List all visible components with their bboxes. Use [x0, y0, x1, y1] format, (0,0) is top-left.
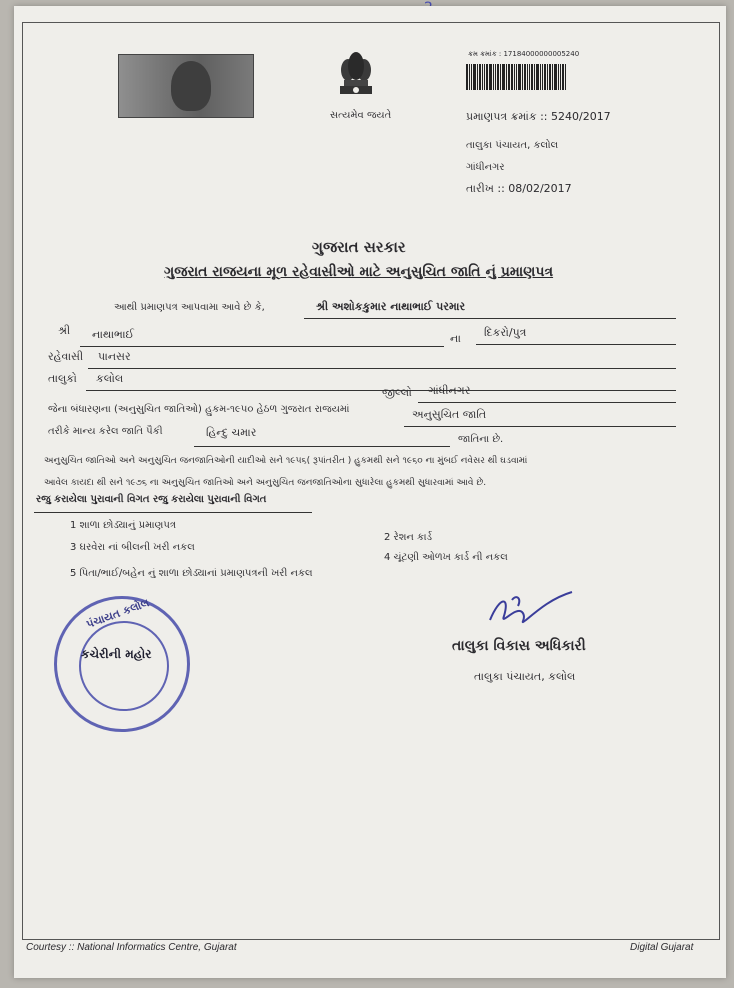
- applicant-photo: [118, 54, 254, 118]
- office-line-2: ગાંધીનગર: [466, 162, 505, 173]
- certificate-number: પ્રમાણપત્ર ક્રમાંક :: 5240/2017: [466, 110, 611, 123]
- relation: દિકરો/પુત્ર: [484, 326, 527, 339]
- evidence-item-3: 3 ઘરવેરા નાં બીલની ખરી નકલ: [70, 542, 195, 553]
- na-label: ના: [450, 332, 461, 345]
- paragraph-line-1: અનુસુચિત જાતિઓ અને અનુસુચિત જનજાતિઓની યાદીઓ સને ૧૯૫૬( રૂપાંતરીત ) હુકમથી સને ૧૯૬૦ ના મુંબઈ નવેસર થી ઘડવામાં: [44, 456, 528, 466]
- applicant-name: શ્રી અશોકકુમાર નાથાભાઈ પરમાર: [316, 300, 466, 313]
- resident-label: રહેવાસી: [48, 350, 84, 363]
- caste-suffix: જાતિના છે.: [458, 434, 504, 445]
- village-name: પાનસર: [98, 350, 131, 363]
- issue-date: તારીખ :: 08/02/2017: [466, 182, 572, 195]
- emblem-caption: સત્યમેવ જયતે: [330, 110, 392, 121]
- certificate-title: ગુજરાત રાજયના મૂળ રહેવાસીઓ માટે અનુસુચિત જાતિ નું પ્રમાણપત્ર: [164, 264, 554, 280]
- national-emblem-icon: [332, 42, 380, 102]
- order-text: જેના બંધારણના (અનુસુચિત જાતિઓ) હુકમ-૧૯૫૦ હેઠળ ગુજરાત રાજયમાં: [48, 404, 350, 415]
- certificate-sheet: [14, 6, 726, 978]
- office-seal: [54, 596, 190, 732]
- signature-mark: [482, 586, 578, 630]
- evidence-item-1: 1 શાળા છોડ્યાનું પ્રમાણપત્ર: [70, 520, 176, 531]
- caste-name: હિન્દુ ચમાર: [206, 426, 257, 439]
- seal-ring-text: પંચાયત કલોલ: [84, 596, 151, 631]
- evidence-item-5: 5 પિતા/ભાઈ/બહેન નું શાળા છોડ્યાનાં પ્રમાણપત્રની ખરી નકલ: [70, 568, 313, 579]
- intro-text: આથી પ્રમાણપત્ર આપવામા આવે છે કે,: [114, 302, 265, 313]
- evidence-item-4: 4 ચૂંટણી ઓળખ કાર્ડ ની નકલ: [384, 552, 508, 563]
- signatory-office: તાલુકા પંચાયત, કલોલ: [474, 670, 576, 683]
- government-heading: ગુજરાત સરકાર: [312, 238, 406, 256]
- office-line-1: તાલુકા પંચાયત, કલોલ: [466, 140, 559, 151]
- paragraph-line-2: આવેલ કાયદા થી સને ૧૯૭૬ ના અનુસુચિત જાતિઓ અને અનુસુચિત જનજાતિઓના સુધારેલા હુકમથી સુધારવામાં આવે છે.: [44, 478, 487, 488]
- shri-label: શ્રી: [58, 324, 71, 337]
- seal-center-text: કચેરીની મહોર: [81, 647, 152, 661]
- district-label: જીલ્લો: [382, 386, 412, 399]
- signatory-designation: તાલુકા વિકાસ અધિકારી: [452, 638, 586, 654]
- evidence-item-2: 2 રેશન કાર્ડ: [384, 532, 433, 543]
- serial-number: ક્રમ ક્રમાંક : 17184000000005240: [468, 50, 580, 58]
- evidence-heading: રજુ કરાયેલા પુરાવાની વિગત રજુ કરાયેલા પુરાવાની વિગત: [36, 494, 267, 505]
- district-name: ગાંધીનગર: [428, 384, 471, 397]
- footer-digital-gujarat: Digital Gujarat: [630, 942, 694, 953]
- taluka-name: કલોલ: [96, 372, 124, 385]
- category: અનુસુચિત જાતિ: [412, 408, 487, 421]
- taluka-label: તાલુકો: [48, 372, 77, 385]
- recognized-label: તરીકે માન્ય કરેલ જાતિ પૈકી: [48, 426, 163, 437]
- father-name: નાથાભાઈ: [92, 328, 135, 341]
- barcode: [466, 64, 602, 90]
- footer-courtesy: Courtesy :: National Informatics Centre, Gujarat: [26, 942, 237, 953]
